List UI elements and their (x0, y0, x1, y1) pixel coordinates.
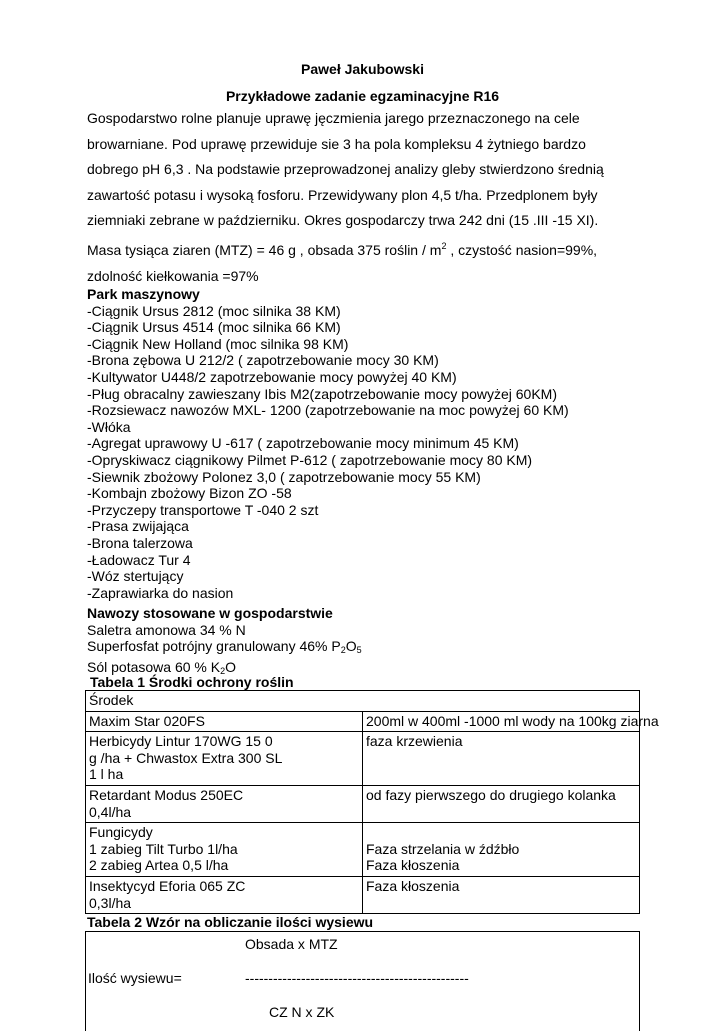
task-description (87, 106, 647, 289)
application-cell (363, 876, 640, 913)
description-line: browarniane. Pod uprawę przewiduje sie 3 ha pola kompleksu 4 żytniego bardzo (87, 135, 586, 152)
cell-line: 2 zabieg Artea 0,5 l/ha (89, 857, 229, 874)
machinery-item: -Wóz stertujący (87, 568, 184, 585)
machinery-item: -Kombajn zbożowy Bizon ZO -58 (87, 485, 292, 502)
machinery-item: -Opryskiwacz ciągnikowy Pilmet P-612 ( zapotrzebowanie mocy 80 KM) (87, 451, 533, 468)
product-cell (86, 823, 363, 877)
description-line: dobrego pH 6,3 . Na podstawie przeprowadzonej analizy gleby stwierdzono średnią (87, 161, 604, 178)
description-line: zawartość potasu i wysoką fosforu. Przewidywany plon 4,5 t/ha. Przedplonem były (87, 186, 598, 203)
application-cell (363, 711, 659, 732)
cell-line: Faza strzelania w źdźbło (366, 840, 520, 857)
subscript: 5 (356, 645, 362, 656)
product-cell (86, 785, 363, 822)
superscript: 2 (441, 240, 447, 251)
description-line (87, 234, 647, 264)
cell-line: faza krzewienia (366, 733, 463, 750)
fertilizer-text: Superfosfat potrójny granulowany 46% P (87, 638, 341, 655)
machinery-item: -Ładowacz Tur 4 (87, 551, 191, 568)
table-row (86, 711, 640, 732)
machinery-item: -Włóka (87, 418, 131, 435)
description-line: ziemniaki zebrane w październiku. Okres gospodarczy trwa 242 dni (15 .III -15 XI). (87, 212, 599, 229)
fertilizer-item (87, 638, 647, 659)
machinery-item: -Prasa zwijająca (87, 518, 189, 535)
cell-line (366, 824, 636, 841)
table-header-row (86, 691, 640, 712)
machinery-heading: Park maszynowy (87, 286, 200, 302)
cell-line: Insektycyd Eforia 065 ZC (89, 877, 246, 894)
machinery-item: -Rozsiewacz nawozów MXL- 1200 (zapotrzebowanie na moc powyżej 60 KM) (87, 402, 569, 419)
cell-line: Fungicydy (89, 824, 153, 841)
cell-line: Retardant Modus 250EC (89, 786, 244, 803)
fertilizers-heading: Nawozy stosowane w gospodarstwie (87, 605, 333, 621)
formula-numerator: Obsada x MTZ (245, 936, 338, 952)
cell-line: 200ml w 400ml -1000 ml wody na 100kg ziarna (366, 712, 659, 729)
cell-line: 0,4l/ha (89, 803, 132, 820)
author-name: Paweł Jakubowski (301, 61, 424, 77)
cell-line: 1 zabieg Tilt Turbo 1l/ha (89, 840, 238, 857)
table2-caption: Tabela 2 Wzór na obliczanie ilości wysiewu (87, 914, 374, 930)
product-cell (86, 711, 363, 732)
cell-line: od fazy pierwszego do drugiego kolanka (366, 786, 616, 803)
cell-line: Maxim Star 020FS (89, 712, 205, 729)
table-row (86, 732, 640, 786)
subscript: 2 (220, 665, 226, 676)
table-row (86, 876, 640, 913)
machinery-item: -Przyczepy transportowe T -040 2 szt (87, 501, 319, 518)
description-line: zdolność kiełkowania =97% (87, 267, 259, 284)
machinery-item: -Pług obracalny zawieszany Ibis M2(zapotrzebowanie mocy powyżej 60KM) (87, 385, 557, 402)
machinery-list (87, 303, 647, 602)
fertilizers-section (87, 605, 647, 679)
cell-line: Herbicydy Lintur 170WG 15 0 (89, 733, 273, 750)
machinery-item: -Siewnik zbożowy Polonez 3,0 ( zapotrzebowanie mocy 55 KM) (87, 468, 481, 485)
product-cell (86, 876, 363, 913)
application-cell (363, 785, 640, 822)
cell-line: Faza kłoszenia (366, 877, 460, 894)
fraction-line: ------------------------------------------------ (245, 970, 469, 986)
machinery-item: -Kultywator U448/2 zapotrzebowanie mocy powyżej 40 KM) (87, 368, 457, 385)
purity-text: , czystość nasion=99%, (446, 241, 598, 258)
fertilizer-text: O (225, 658, 236, 675)
cell-line: 0,3l/ha (89, 894, 132, 911)
product-cell (86, 732, 363, 786)
fertilizer-text: O (345, 638, 357, 655)
formula-denominator: CZ N x ZK (269, 1004, 335, 1020)
machinery-item: -Brona zębowa U 212/2 ( zapotrzebowanie mocy 30 KM) (87, 352, 439, 369)
table1-caption: Tabela 1 Środki ochrony roślin (90, 674, 294, 690)
machinery-item: -Ciągnik Ursus 2812 (moc silnika 38 KM) (87, 302, 341, 319)
cell-line: Faza kłoszenia (366, 857, 460, 874)
document-title: Przykładowe zadanie egzaminacyjne R16 (225, 88, 500, 104)
subscript: 2 (340, 645, 346, 656)
application-cell (363, 732, 640, 786)
machinery-item: -Zaprawiarka do nasion (87, 584, 234, 601)
formula-label: Ilość wysiewu= (88, 970, 182, 986)
machinery-item: -Ciągnik Ursus 4514 (moc silnika 66 KM) (87, 319, 341, 336)
machinery-section (87, 286, 647, 601)
table-header-cell: Środek (86, 691, 640, 712)
fertilizer-text: Sól potasowa 60 % K (87, 658, 221, 675)
application-cell (363, 823, 640, 877)
cell-line: 1 l ha (89, 766, 124, 783)
plant-protection-table (85, 690, 659, 914)
table-row (86, 785, 640, 822)
mtz-text: Masa tysiąca ziaren (MTZ) = 46 g , obsada 375 roślin / m (87, 241, 442, 258)
machinery-item: -Agregat uprawowy U -617 ( zapotrzebowanie mocy minimum 45 KM) (87, 435, 519, 452)
seeding-formula-box (85, 931, 640, 1031)
machinery-item: -Brona talerzowa (87, 534, 193, 551)
cell-line: g /ha + Chwastox Extra 300 SL (89, 749, 283, 766)
fertilizer-item: Saletra amonowa 34 % N (87, 621, 246, 638)
machinery-item: -Ciągnik New Holland (moc silnika 98 KM) (87, 335, 349, 352)
table-row (86, 823, 640, 877)
description-line: Gospodarstwo rolne planuje uprawę jęczmienia jarego przeznaczonego na cele (87, 110, 580, 126)
